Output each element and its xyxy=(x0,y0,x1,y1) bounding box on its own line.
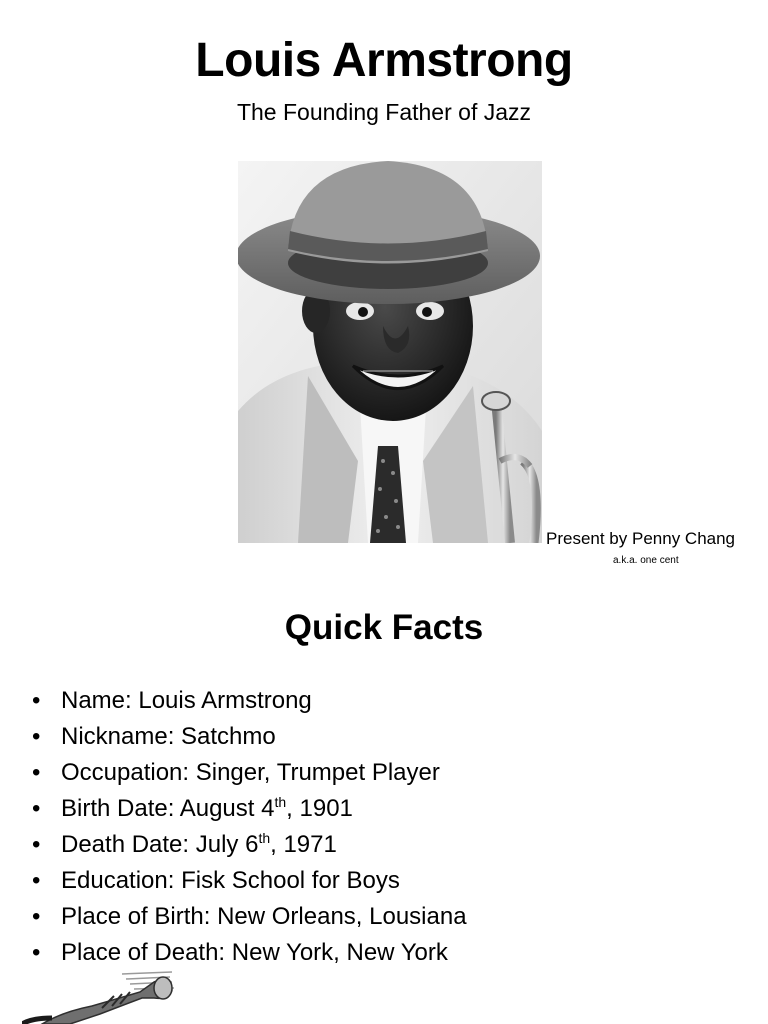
fact-text: Occupation: Singer, Trumpet Player xyxy=(61,759,440,786)
trumpet-icon xyxy=(22,966,182,1024)
fact-ordinal-suffix: th xyxy=(274,794,287,810)
fact-text: Death Date: July 6 xyxy=(61,831,259,858)
fact-text-tail: , 1971 xyxy=(270,831,337,858)
quick-facts-list xyxy=(32,683,732,971)
bullet-icon: • xyxy=(32,903,41,930)
fact-text-tail: , 1901 xyxy=(286,795,353,822)
fact-birth-date xyxy=(32,791,732,827)
bullet-icon: • xyxy=(32,795,41,822)
bullet-icon: • xyxy=(32,867,41,894)
fact-occupation xyxy=(32,755,732,791)
fact-text: Place of Death: New York, New York xyxy=(61,939,448,966)
fact-text: Name: Louis Armstrong xyxy=(61,687,312,714)
bullet-icon: • xyxy=(32,759,41,786)
fact-education xyxy=(32,863,732,899)
presenter-credit: Present by Penny Chang xyxy=(546,529,736,548)
page-subtitle: The Founding Father of Jazz xyxy=(236,99,532,125)
fact-death-date xyxy=(32,827,732,863)
quick-facts-heading: Quick Facts xyxy=(284,608,484,647)
bullet-icon: • xyxy=(32,939,41,966)
bullet-icon: • xyxy=(32,723,41,750)
fact-text: Education: Fisk School for Boys xyxy=(61,867,400,894)
portrait-photo xyxy=(238,161,542,543)
fact-name xyxy=(32,683,732,719)
bullet-icon: • xyxy=(32,831,41,858)
fact-ordinal-suffix: th xyxy=(258,830,271,846)
page-title: Louis Armstrong xyxy=(195,34,573,87)
fact-text: Nickname: Satchmo xyxy=(61,723,276,750)
fact-text: Birth Date: August 4 xyxy=(61,795,275,822)
fact-place-of-birth xyxy=(32,899,732,935)
bullet-icon: • xyxy=(32,687,41,714)
fact-nickname xyxy=(32,719,732,755)
presenter-nickname: a.k.a. one cent xyxy=(613,555,679,566)
fact-text: Place of Birth: New Orleans, Lousiana xyxy=(61,903,467,930)
